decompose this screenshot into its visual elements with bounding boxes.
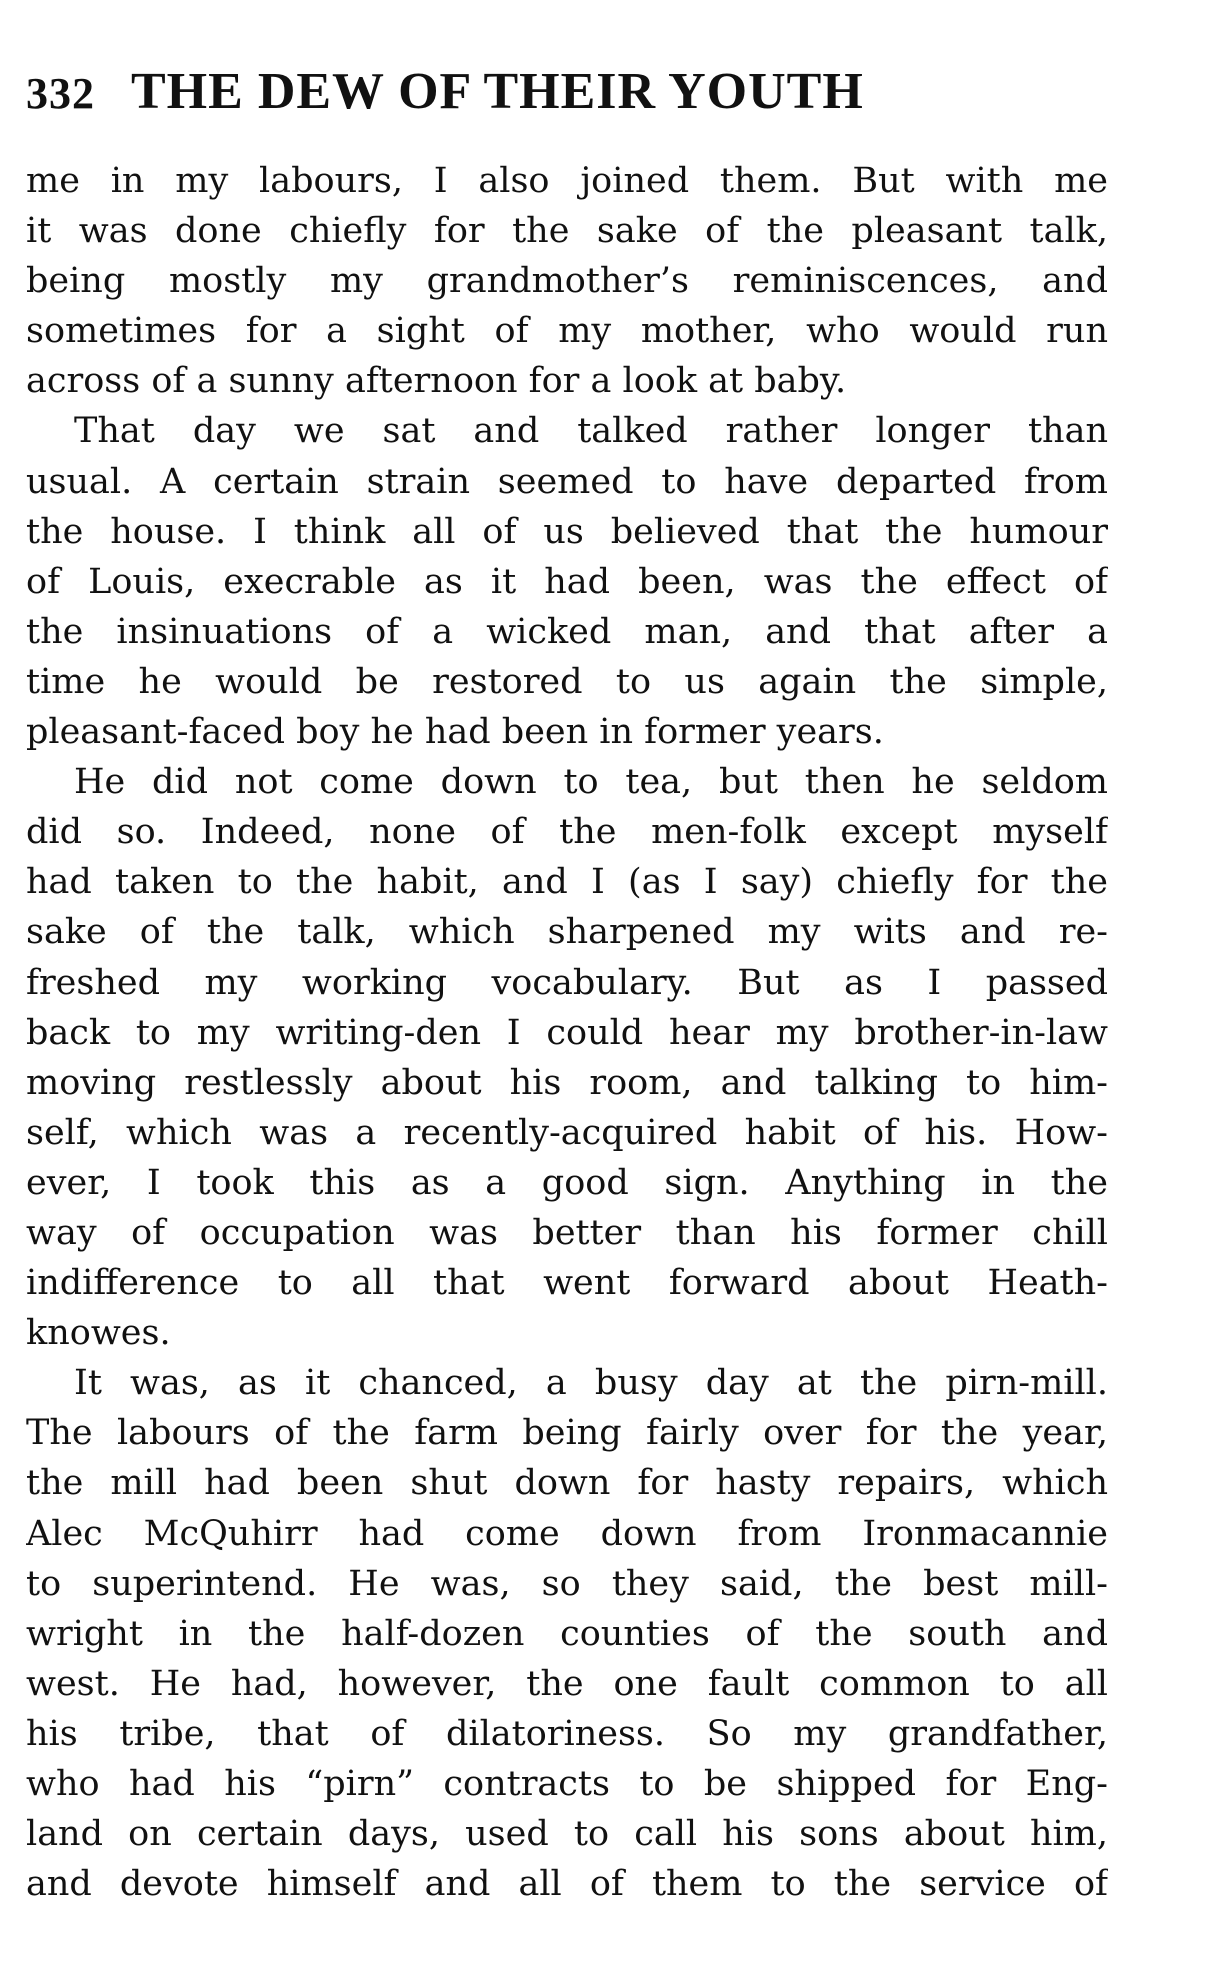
text-line: it was done chiefly for the sake of the pleasant talk,	[26, 211, 1108, 252]
text-line: time he would be restored to us again the simple,	[26, 661, 1108, 702]
book-title: THE DEW OF THEIR YOUTH	[131, 63, 864, 120]
text-line: me in my labours, I also joined them. But with me	[26, 161, 1108, 201]
text-line: the mill had been shut down for hasty repairs, which	[26, 1463, 1108, 1504]
text-line: of Louis, execrable as it had been, was the effect of	[26, 561, 1108, 602]
text-line: the insinuations of a wicked man, and that after a	[26, 611, 1108, 652]
text-line: indifference to all that went forward about Heath-	[26, 1263, 1108, 1304]
text-line: freshed my working vocabulary. But as I passed	[26, 962, 1108, 1003]
text-line: knowes.	[26, 1313, 171, 1354]
text-line: and devote himself and all of them to the service of	[26, 1864, 1108, 1905]
text-line: to superintend. He was, so they said, the best mill-	[26, 1563, 1108, 1604]
text-line: sake of the talk, which sharpened my wits and re-	[26, 912, 1108, 953]
running-head	[26, 62, 1126, 122]
text-line: west. He had, however, the one fault common to all	[26, 1663, 1108, 1704]
text-line: The labours of the farm being fairly over for the year,	[26, 1413, 1108, 1454]
text-line: who had his “pirn” contracts to be shipped for Eng-	[26, 1764, 1108, 1804]
text-line: moving restlessly about his room, and talking to him-	[26, 1062, 1108, 1103]
text-line: sometimes for a sight of my mother, who would run	[26, 311, 1108, 352]
text-line: usual. A certain strain seemed to have departed from	[26, 461, 1108, 502]
text-line: wright in the half-dozen counties of the south and	[26, 1613, 1108, 1654]
text-line: ever, I took this as a good sign. Anything in the	[26, 1162, 1108, 1203]
page-number: 332	[26, 69, 95, 118]
text-line: Alec McQuhirr had come down from Ironmacannie	[26, 1513, 1108, 1554]
text-line: across of a sunny afternoon for a look at baby.	[26, 361, 847, 402]
text-line: way of occupation was better than his former chill	[26, 1212, 1108, 1253]
text-line: That day we sat and talked rather longer than	[74, 411, 1108, 452]
text-line: had taken to the habit, and I (as I say) chiefly for the	[26, 862, 1108, 903]
text-line: the house. I think all of us believed that the humour	[26, 511, 1108, 552]
text-line: It was, as it chanced, a busy day at the pirn-mill.	[74, 1363, 1108, 1404]
text-line: his tribe, that of dilatoriness. So my grandfather,	[26, 1713, 1108, 1754]
text-line: self, which was a recently-acquired habit of his. How-	[26, 1112, 1108, 1153]
text-line: back to my writing-den I could hear my brother-in-law	[26, 1012, 1108, 1053]
text-line: being mostly my grandmother’s reminiscences, and	[26, 261, 1108, 302]
text-line: pleasant-faced boy he had been in former years.	[26, 712, 884, 753]
text-line: land on certain days, used to call his sons about him,	[26, 1814, 1108, 1855]
body-text	[26, 156, 1108, 1909]
text-line: He did not come down to tea, but then he seldom	[74, 762, 1108, 803]
text-line: did so. Indeed, none of the men-folk except myself	[26, 812, 1108, 853]
